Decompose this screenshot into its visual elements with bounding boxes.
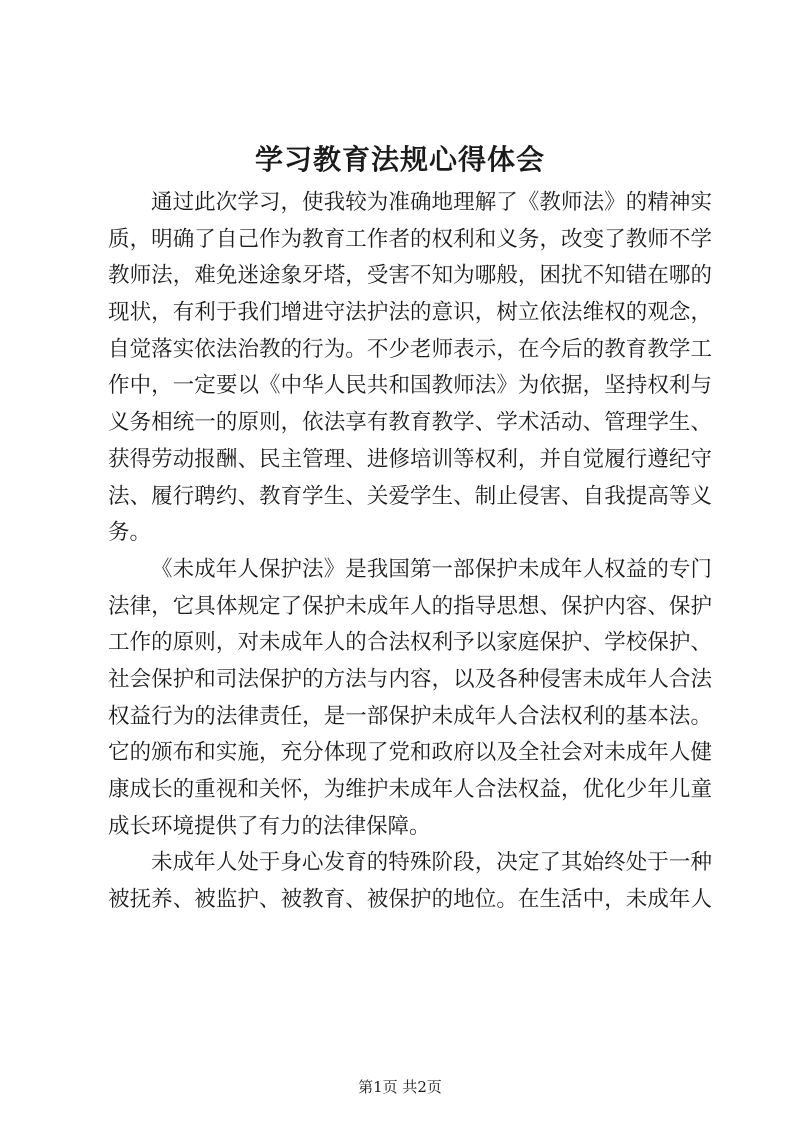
document-body	[108, 185, 712, 919]
text-line: 自觉落实依法治教的行为。不少老师表示，在今后的教育教学工	[108, 336, 712, 362]
text-line: 权益行为的法律责任，是一部保护未成年人合法权利的基本法。	[108, 703, 712, 729]
text-line: 质，明确了自己作为教育工作者的权利和义务，改变了教师不学	[108, 226, 712, 252]
paragraph-2	[108, 552, 712, 846]
paragraph-3	[108, 845, 712, 918]
text-line: 工作的原则，对未成年人的合法权利予以家庭保护、学校保护、	[108, 630, 712, 656]
text-line: 务。	[108, 520, 152, 546]
page-number-footer: 第1页 共2页	[358, 1078, 442, 1096]
text-line: 作中，一定要以《中华人民共和国教师法》为依据，坚持权利与	[108, 373, 712, 399]
text-line: 康成长的重视和关怀，为维护未成年人合法权益，优化少年儿童	[108, 777, 712, 802]
text-line: 获得劳动报酬、民主管理、进修培训等权利，并自觉履行遵纪守	[108, 446, 712, 472]
text-line: 义务相统一的原则，依法享有教育教学、学术活动、管理学生、	[108, 410, 712, 436]
text-line: 它的颁布和实施，充分体现了党和政府以及全社会对未成年人健	[108, 740, 712, 766]
text-line: 社会保护和司法保护的方法与内容，以及各种侵害未成年人合法	[108, 666, 712, 692]
text-line: 法、履行聘约、教育学生、关爱学生、制止侵害、自我提高等义	[108, 483, 712, 509]
document-title: 学习教育法规心得体会	[254, 143, 545, 176]
text-line: 现状，有利于我们增进守法护法的意识，树立依法维权的观念，	[108, 300, 712, 326]
text-line: 教师法，难免迷途象牙塔，受害不知为哪般，困扰不知错在哪的	[108, 263, 712, 289]
text-line: 《未成年人保护法》是我国第一部保护未成年人权益的专门	[151, 556, 712, 582]
paragraph-1	[108, 185, 712, 552]
text-line: 成长环境提供了有力的法律保障。	[108, 813, 431, 839]
text-line: 未成年人处于身心发育的特殊阶段，决定了其始终处于一种	[151, 850, 712, 876]
text-line: 法律，它具体规定了保护未成年人的指导思想、保护内容、保护	[108, 593, 712, 619]
text-line: 被抚养、被监护、被教育、被保护的地位。在生活中，未成年人	[108, 887, 712, 913]
text-line: 通过此次学习，使我较为准确地理解了《教师法》的精神实	[151, 190, 712, 215]
